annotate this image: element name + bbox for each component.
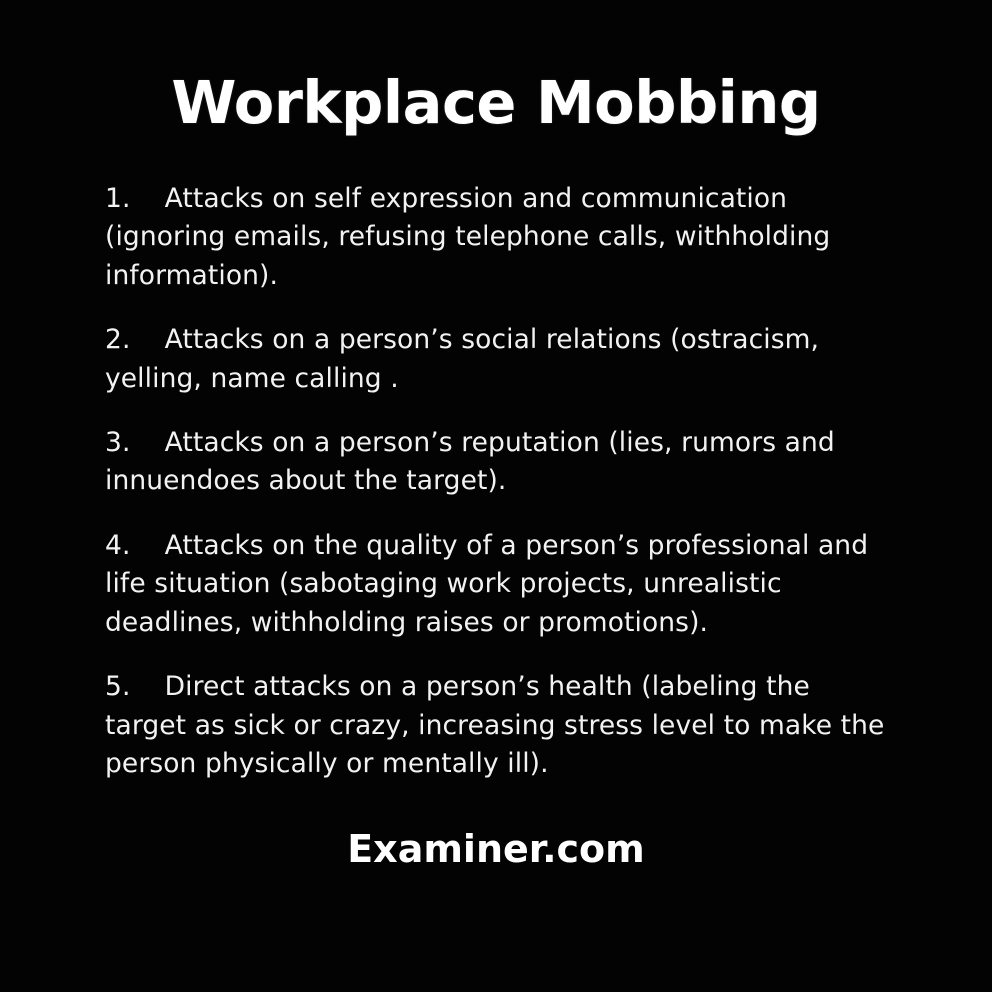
list-item-text: Attacks on a person’s reputation (lies, rumors and innuendoes about the target).	[105, 427, 835, 497]
list-item-number: 2.	[105, 324, 131, 356]
list-item-spacer	[139, 324, 156, 355]
page-title: Workplace Mobbing	[171, 68, 821, 137]
list-item-spacer	[139, 530, 156, 561]
list-item-number: 1.	[105, 182, 131, 214]
mobbing-attack-list	[105, 180, 887, 809]
list-item	[105, 424, 887, 501]
list-item	[105, 527, 887, 642]
list-item-text: Attacks on the quality of a person’s professional and life situation (sabotaging work projects, unrealistic deadlines, withholding raises or promotions).	[105, 529, 869, 638]
list-item	[105, 668, 887, 783]
list-item	[105, 321, 887, 398]
list-item-spacer	[139, 671, 156, 702]
source-attribution: Examiner.com	[347, 827, 645, 872]
list-item-number: 4.	[105, 529, 131, 561]
list-item-text: Attacks on a person’s social relations (ostracism, yelling, name calling .	[105, 324, 820, 394]
list-item-number: 5.	[105, 671, 131, 703]
list-item-text: Attacks on self expression and communication (ignoring emails, refusing telephone calls, withholding information).	[105, 182, 831, 291]
list-item-text: Direct attacks on a person’s health (labeling the target as sick or crazy, increasing stress level to make the person physically or mentally ill).	[105, 671, 885, 779]
list-item	[105, 180, 887, 295]
list-item-spacer	[139, 427, 156, 458]
list-item-number: 3.	[105, 427, 131, 459]
list-item-spacer	[139, 183, 156, 214]
